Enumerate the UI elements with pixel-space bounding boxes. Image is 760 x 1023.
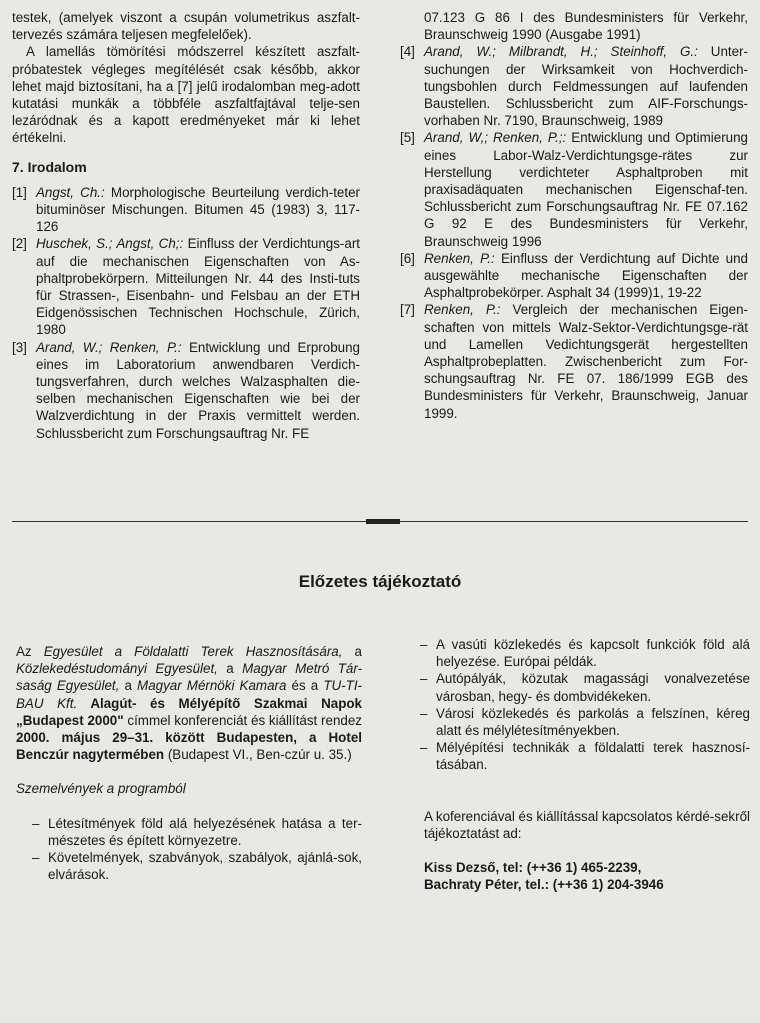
divider-mark xyxy=(366,519,400,524)
reference-item: [6] Renken, P.: Einfluss der Verdichtung auf Dichte und ausgewählte mechanische Eigenschaften der Asphaltprobekörper. Asphalt 34 (1999)1, 19-22 xyxy=(400,250,748,301)
reference-item: [4] Arand, W.; Milbrandt, H.; Steinhoff, G.: Unter-suchungen der Wirksamkeit von Hochverdich-tungsbohlen durch Feldmessungen auf laufenden Baustellen. Schlussbericht zum AIF-Forschungs-vorhaben Nr. 7190, Braunschweig, 1989 xyxy=(400,44,748,129)
right-column-references xyxy=(400,9,748,422)
program-item: – Autópályák, közutak magassági vonalvezetése városban, hegy- és dombvidékeken. xyxy=(420,671,750,704)
contact-intro: A koferenciával és kiállítással kapcsolatos kérdé-sekről tájékoztatást ad: xyxy=(424,808,750,841)
reference-author: Arand, W.; Milbrandt, H.; Steinhoff, G.: xyxy=(424,44,698,60)
program-heading: Szemelvények a programból xyxy=(16,781,186,797)
paragraph-continuation: testek, (amelyek viszont a csupán volumetrikus aszfalt-tervezés számára teljesen megfelelőek). xyxy=(12,10,360,43)
contact-bachraty: Bachraty Péter, tel.: (++36 1) 204-3946 xyxy=(424,877,664,893)
notice-intro: Az Egyesület a Földalatti Terek Hasznosítására, a Közlekedéstudományi Egyesület, a Magyar Metró Tár-saság Egyesület, a Magyar Mérnöki Kamara és a TU-TI-BAU Kft. Alagút- és Mélyépítő Szakmai Napok „Budapest 2000" címmel konferenciát és kiállítást rendez 2000. május 29–31. között Budapesten, a Hotel Benczúr nagytermében (Budapest VI., Ben-czúr u. 35.) xyxy=(16,644,363,763)
reference-author: Arand, W.; Renken, P.: xyxy=(36,339,182,355)
left-column-article xyxy=(12,9,360,442)
reference-continuation: 07.123 G 86 I des Bundesministers für Verkehr, Braunschweig 1990 (Ausgabe 1991) xyxy=(424,10,748,43)
section-heading-references: 7. Irodalom xyxy=(12,158,87,175)
notice-title: Előzetes tájékoztató xyxy=(298,572,462,591)
reference-author: Arand, W,; Renken, P.;: xyxy=(424,130,567,146)
reference-item: [7] Renken, P.: Vergleich der mechanischen Eigen-schaften von mittels Walz-Sektor-Verdichtungsge-rät und Lamellen Vedichtungsgerät hergestellten Asphaltprobeplatten. Zwischenbericht zum For-schungsauftrag Nr. FE 07. 186/1999 EGB des Bundesministers für Verkehr, Braunschweig, Januar 1999. xyxy=(400,302,748,421)
program-item: – Városi közlekedés és parkolás a felszínen, kéreg alatt és mélylétesítményekben. xyxy=(420,705,750,739)
notice-right-column xyxy=(420,636,750,893)
program-item: – Létesítmények föld alá helyezésének hatása a ter-mészetes és épített környezetre. xyxy=(32,815,362,848)
reference-author: Huschek, S.; Angst, Ch;: xyxy=(36,236,184,252)
reference-author: Renken, P.: xyxy=(424,250,495,266)
program-item: – Követelmények, szabványok, szabályok, ajánlá-sok, elvárások. xyxy=(32,850,362,883)
reference-item: [5] Arand, W,; Renken, P.;: Entwicklung und Optimierung eines Labor-Walz-Verdichtungsge-rätes zur Herstellung verdichteter Asphaltproben mit praxisadäquaten mechanischen Eigenschaf-ten. Schlussbericht zum Forschungsauftrag Nr. FE 07.162 G 92 E des Bundesministers für Verkehr, Braunschweig 1996 xyxy=(400,130,749,249)
reference-item: [1] Angst, Ch.: Morphologische Beurteilung verdich-teter bituminöser Mischungen. Bitumen 45 (1983) 3, 117-126 xyxy=(12,184,360,235)
contact-kiss: Kiss Dezső, tel: (++36 1) 465-2239, xyxy=(424,860,642,876)
reference-item: [2] Huschek, S.; Angst, Ch;: Einfluss der Verdichtungs-art auf die mechanischen Eigenschaften von As-phaltprobekörpern. Mitteilungen Nr. 44 des Insti-tuts für Strassen-, Eisenbahn- und Felsbau an der ETH Eidgenössischen Technischen Hochschule, Zürich, 1980 xyxy=(12,236,360,338)
paragraph-lamellas: A lamellás tömörítési módszerrel készített aszfalt-próbatestek végleges megítélését csak később, akkor lehet majd biztosítani, ha a [7] jelű irodalomban meg-adott kutatási munkák a többféle aszfaltfajtával telje-sen lezáródnak és a kapott eredményeket már ki lehet értékelni. xyxy=(12,44,360,146)
reference-item: [3] Arand, W.; Renken, P.: Entwicklung und Erprobung eines im Laboratorium anwendbaren Verdich-tungsverfahren, durch welches Walzasphalten die-selben mechanischen Eigenschaften wie bei der Walzverdichtung in der Praxis vermittelt werden. Schlussbericht zum Forschungsauftrag Nr. FE xyxy=(12,339,360,441)
program-item: – Mélyépítési technikák a földalatti terek hasznosí-tásában. xyxy=(420,740,750,773)
reference-author: Angst, Ch.: xyxy=(36,184,105,200)
program-item: – A vasúti közlekedés és kapcsolt funkciók föld alá helyezése. Európai példák. xyxy=(420,637,750,670)
notice-left-column xyxy=(16,643,362,883)
reference-author: Renken, P.: xyxy=(424,302,501,318)
